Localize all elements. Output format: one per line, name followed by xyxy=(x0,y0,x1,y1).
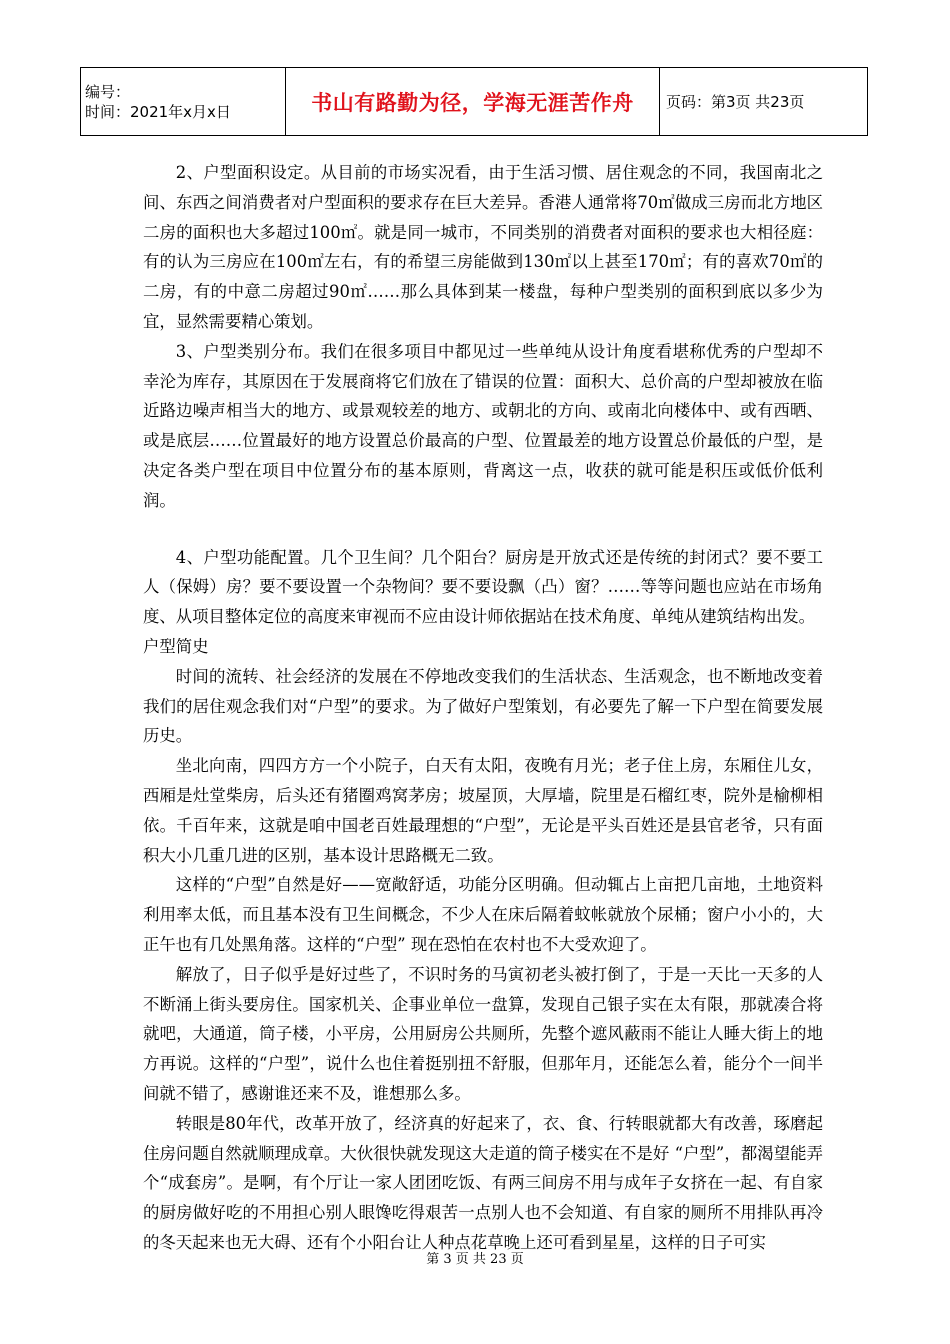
paragraph-liberation: 解放了，日子似乎是好过些了，不识时务的马寅初老头被打倒了，于是一天比一天多的人不断涌上街头要房住。国家机关、企事业单位一盘算，发现自己银子实在太有限，那就凑合将就吧，大通道，筒子楼，小平房，公用厨房公共厕所，先整个遮风蔽雨不能让人睡大街上的地方再说。这样的“户型”，说什么也住着挺别扭不舒服，但那年月，还能怎么着，能分个一间半间就不错了，感谢谁还来不及，谁想那么多。 xyxy=(143,964,823,1103)
paragraph-unit-area: 2、户型面积设定。从目前的市场实况看，由于生活习惯、居住观念的不同，我国南北之间、东西之间消费者对户型面积的要求存在巨大差异。香港人通常将70㎡做成三房而北方地区二房的面积也大多超过100㎡。就是同一城市，不同类别的消费者对面积的要求也大相径庭：有的认为三房应在100㎡左右，有的希望三房能做到130㎡以上甚至170㎡；有的喜欢70㎡的二房，有的中意二房超过90㎡……那么具体到某一楼盘，每种户型类别的面积到底以多少为宜，显然需要精心策划。 xyxy=(143,163,823,331)
document-header xyxy=(80,67,868,136)
header-motto: 书山有路勤为径，学海无涯苦作舟 xyxy=(286,68,660,136)
paragraph-courtyard: 坐北向南，四四方方一个小院子，白天有太阳，夜晚有月光；老子住上房，东厢住儿女，西厢是灶堂柴房，后头还有猪圈鸡窝茅房；坡屋顶，大厚墙，院里是石榴红枣，院外是榆柳相依。千百年来，这就是咱中国老百姓最理想的“户型”，无论是平头百姓还是县官老爷，只有面积大小几重几进的区别，基本设计思路概无二致。 xyxy=(143,756,823,865)
header-info-cell xyxy=(81,68,286,136)
paragraph-unit-distribution: 3、户型类别分布。我们在很多项目中都见过一些单纯从设计角度看堪称优秀的户型却不幸沦为库存，其原因在于发展商将它们放在了错误的位置：面积大、总价高的户型却被放在临近路边噪声相当大的地方、或景观较差的地方、或朝北的方向、或南北向楼体中、或有西晒、或是底层……位置最好的地方设置总价最高的户型、位置最差的地方设置总价最低的户型，是决定各类户型在项目中位置分布的基本原则，背离这一点，收获的就可能是积压或低价低利润。 xyxy=(143,341,823,510)
paragraph-eighties: 转眼是80年代，改革开放了，经济真的好起来了，衣、食、行转眼就都大有改善，琢磨起住房问题自然就顺理成章。大伙很快就发现这大走道的筒子楼实在不是好 “户型”，都渴望能弄个“成套房”。是啊，有个厅让一家人团团吃饭、有两三间房不用与成年子女挤在一起、有自家的厨房做好吃的不用担心别人眼馋吃得艰苦一点别人也不会知道、有自家的厕所不用排队再冷的冬天起来也无大碍、还有个小阳台让人种点花草晚上还可看到星星，这样的日子可实 xyxy=(143,1113,823,1252)
document-date-label: 时间：2021年x月x日 xyxy=(85,102,231,121)
header-page-number: 页码：第3页 共23页 xyxy=(660,68,868,136)
document-body xyxy=(143,158,823,1258)
section-heading: 户型简史 xyxy=(143,636,209,656)
paragraph-courtyard-drawbacks: 这样的“户型”自然是好——宽敞舒适，功能分区明确。但动辄占上亩把几亩地，土地资料利用率太低，而且基本没有卫生间概念，不少人在床后隔着蚊帐就放个尿桶；窗户小小的，大正午也有几处黑角落。这样的“户型” 现在恐怕在农村也不大受欢迎了。 xyxy=(143,875,823,954)
document-number-label: 编号： xyxy=(85,82,131,101)
page-footer: 第 3 页 共 23 页 xyxy=(426,1252,524,1267)
paragraph-unit-functions: 4、户型功能配置。几个卫生间？几个阳台？厨房是开放式还是传统的封闭式？要不要工人（保姆）房？要不要设置一个杂物间？要不要设飘（凸）窗？……等等问题也应站在市场角度、从项目整体定位的高度来审视而不应由设计师依据站在技术角度、单纯从建筑结构出发。 xyxy=(143,547,823,627)
paragraph-history-intro: 时间的流转、社会经济的发展在不停地改变我们的生活状态、生活观念，也不断地改变着我们的居住观念我们对“户型”的要求。为了做好户型策划，有必要先了解一下户型在简要发展历史。 xyxy=(143,666,823,746)
